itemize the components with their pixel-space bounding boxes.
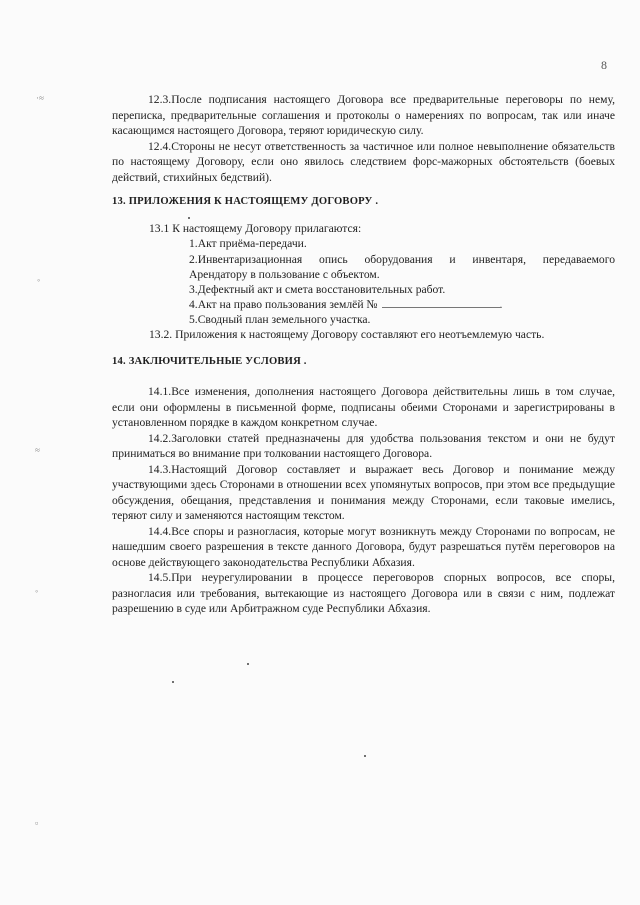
section-14-heading: 14. ЗАКЛЮЧИТЕЛЬНЫЕ УСЛОВИЯ . bbox=[112, 356, 307, 367]
appendix-item-4-text: 4.Акт на право пользования землёй № bbox=[189, 298, 378, 311]
appendix-item-5: 5.Сводный план земельного участка. bbox=[189, 313, 371, 326]
scan-dot bbox=[188, 217, 190, 219]
section-13-heading: 13. ПРИЛОЖЕНИЯ К НАСТОЯЩЕМУ ДОГОВОРУ . bbox=[112, 196, 379, 207]
scan-dot bbox=[247, 663, 249, 665]
clause-14-5: 14.5.При неурегулировании в процессе переговоров спорных вопросов, все споры, разногласия или требования, вытекающие из настоящего Договора или в связи с ним, подлежат разрешению в суде или Арбитражном суде Республики Абхазия. bbox=[112, 571, 615, 615]
clause-12-4: 12.4.Стороны не несут ответственность за частичное или полное невыполнение обязательств по настоящему Договору, если оно явилось следствием форс-мажорных обстоятельств (боевых действий, стихийных бедствий). bbox=[112, 139, 615, 184]
appendix-item-4 bbox=[189, 297, 502, 313]
clause-14-1: 14.1.Все изменения, дополнения настоящего Договора действительны лишь в том случае, если они оформлены в письменной форме, подписаны обеими Сторонами и зарегистрированы в установленном порядке в каждом конкретном случае. bbox=[112, 385, 615, 429]
scan-mark: ·≈ bbox=[36, 93, 44, 103]
blank-field-line bbox=[382, 297, 500, 308]
scan-dot bbox=[172, 681, 174, 683]
clause-14-4: 14.4.Все споры и разногласия, которые могут возникнуть между Сторонами по вопросам, не нашедшим своего разрешения в тексте данного Договора, будут разрешаться путём переговоров на основе действующего законодательства Республики Абхазия. bbox=[112, 524, 615, 569]
scan-mark: ▫ bbox=[35, 818, 39, 828]
appendix-item-2: 2.Инвентаризационная опись оборудования и инвентаря, передаваемого bbox=[189, 253, 615, 266]
appendix-item-3: 3.Дефектный акт и смета восстановительных работ. bbox=[189, 283, 446, 296]
scan-mark: ◦ bbox=[35, 586, 39, 596]
clauses-section-12 bbox=[112, 92, 615, 185]
clause-13-2: 13.2. Приложения к настоящему Договору составляют его неотъемлемую часть. bbox=[149, 328, 545, 341]
scan-dot bbox=[364, 755, 366, 757]
appendix-item-4-end: . bbox=[499, 298, 503, 311]
appendix-item-1: 1.Акт приёма-передачи. bbox=[189, 237, 307, 250]
clauses-section-14 bbox=[112, 384, 615, 617]
scan-mark: ≈ bbox=[35, 445, 40, 455]
section-13-intro: 13.1 К настоящему Договору прилагаются: bbox=[149, 222, 362, 235]
scan-mark: ◦ bbox=[37, 275, 41, 285]
clause-12-3: 12.3.После подписания настоящего Договора все предварительные переговоры по нему, переписка, предварительные соглашения и протоколы о намерениях по вопросам, так или иначе касающимся настоящего Договора, теряют юридическую силу. bbox=[112, 93, 615, 137]
page-number: 8 bbox=[601, 58, 607, 72]
clause-14-2: 14.2.Заголовки статей предназначены для удобства пользования текстом и они не будут приниматься во внимание при толковании настоящего Договора. bbox=[112, 431, 615, 460]
clause-14-3: 14.3.Настоящий Договор составляет и выражает весь Договор и понимание между участвующими здесь Сторонами в отношении всех упомянутых вопросов, при этом все предыдущие обсуждения, обещания, представления и понимания между Сторонами, если таковые имелись, теряют силу и заменяются настоящим текстом. bbox=[112, 462, 615, 522]
appendix-item-2-cont: Арендатору в пользование с объектом. bbox=[189, 268, 380, 281]
